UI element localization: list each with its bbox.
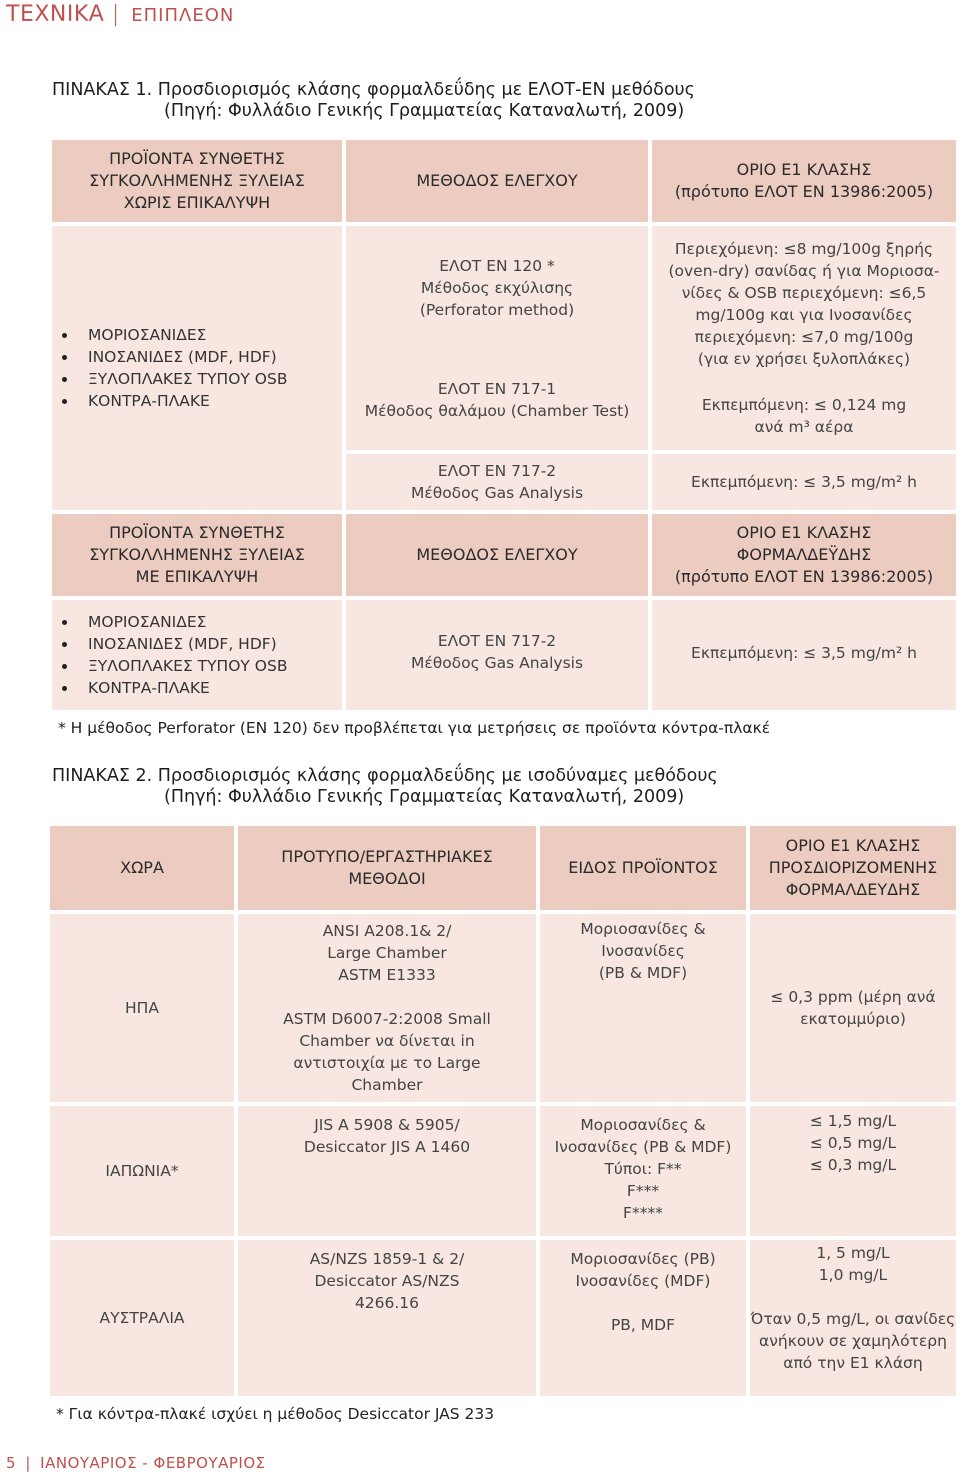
list-item: ΙΝΟΣΑΝΙΔΕΣ (MDF, HDF)	[56, 346, 287, 368]
t2-col-country: ΧΩΡΑ	[50, 826, 234, 910]
table2-title-line1	[52, 766, 718, 787]
t2-row3-limit: 1, 5 mg/L 1,0 mg/L Όταν 0,5 mg/L, οι σανίδες ανήκουν σε χαμηλότερη από την Ε1 κλάση	[750, 1240, 956, 1396]
list-item: ΞΥΛΟΠΛΑΚΕΣ ΤΥΠΟΥ OSB	[56, 368, 287, 390]
t2-col-limit: ΟΡΙΟ Ε1 ΚΛΑΣΗΣ ΠΡΟΣΔΙΟΡΙΖΟΜΕΝΗΣ ΦΟΡΜΑΛΔΕΥΔΗΣ	[750, 826, 956, 910]
list-item: ΞΥΛΟΠΛΑΚΕΣ ΤΥΠΟΥ OSB	[56, 655, 287, 677]
t2-row3-product: Μοριοσανίδες (PB) Ινοσανίδες (MDF) PB, MDF	[540, 1240, 746, 1396]
list-item: ΙΝΟΣΑΝΙΔΕΣ (MDF, HDF)	[56, 633, 287, 655]
t1-limit-cell-1	[652, 226, 956, 450]
section-header	[6, 2, 234, 27]
t1-method-chamber: ΕΛΟΤ ΕΝ 717-1 Μέθοδος θαλάμου (Chamber Test)	[364, 379, 630, 420]
table2-label: ΠΙΝΑΚΑΣ 2.	[52, 766, 153, 786]
t2-row3-method: AS/NZS 1859-1 & 2/ Desiccator AS/NZS 4266.16	[238, 1240, 536, 1396]
t1-head-method-2: ΜΕΘΟΔΟΣ ΕΛΕΓΧΟΥ	[346, 514, 648, 596]
table1-source: (Πηγή: Φυλλάδιο Γενικής Γραμματείας Καταναλωτή, 2009)	[164, 101, 685, 121]
t1-footnote: * Η μέθοδος Perforator (ΕΝ 120) δεν προβλέπεται για μετρήσεις σε προϊόντα κόντρα-πλακέ	[58, 719, 771, 737]
t1-products-list-2	[56, 611, 287, 699]
t1-method-gas: ΕΛΟΤ ΕΝ 717-2 Μέθοδος Gas Analysis	[346, 454, 648, 510]
brand-label: ΤΕΧΝΙΚΑ	[6, 2, 105, 27]
list-item: ΚΟΝΤΡΑ-ΠΛΑΚΕ	[56, 677, 287, 699]
t1-method-cell-1	[346, 226, 648, 450]
t2-row2-method: JIS A 5908 & 5905/ Desiccator JIS A 1460	[238, 1106, 536, 1236]
t1-head-limit: ΟΡΙΟ Ε1 ΚΛΑΣΗΣ (πρότυπο ΕΛΟΤ ΕΝ 13986:2005)	[652, 140, 956, 222]
t1-limit-gas: Εκπεμπόμενη: ≤ 3,5 mg/m² h	[652, 454, 956, 510]
t1-head-product-coated: ΠΡΟΪΟΝΤΑ ΣΥΝΘΕΤΗΣ ΣΥΓΚΟΛΛΗΜΕΝΗΣ ΞΥΛΕΙΑΣ ΜΕ ΕΠΙΚΑΛΥΨΗ	[52, 514, 342, 596]
t2-footnote: * Για κόντρα-πλακέ ισχύει η μέθοδος Desiccator JAS 233	[56, 1405, 495, 1423]
page-footer	[6, 1454, 266, 1472]
t2-row1-method: ANSI A208.1& 2/ Large Chamber ASTM E1333 ASTM D6007-2:2008 Small Chamber να δίνεται in αντιστοιχία με το Large Chamber	[238, 914, 536, 1102]
t2-row2-product: Μοριοσανίδες & Ινοσανίδες (PB & MDF) Τύποι: F** F*** F****	[540, 1106, 746, 1236]
t2-row1-country: ΗΠΑ	[50, 914, 234, 1102]
t2-col-product: ΕΙΔΟΣ ΠΡΟΪΟΝΤΟΣ	[540, 826, 746, 910]
table1-label: ΠΙΝΑΚΑΣ 1.	[52, 80, 153, 100]
list-item: ΜΟΡΙΟΣΑΝΙΔΕΣ	[56, 611, 287, 633]
t2-row1-product: Μοριοσανίδες & Ινοσανίδες (PB & MDF)	[540, 914, 746, 1102]
issue-label: ΙΑΝΟΥΑΡΙΟΣ - ΦΕΒΡΟΥΑΡΙΟΣ	[40, 1454, 266, 1472]
header-divider: |	[111, 2, 120, 27]
table1-title: Προσδιορισμός κλάσης φορμαλδεΰδης με ΕΛΟΤ-ΕΝ μεθόδους	[157, 80, 695, 100]
table2-source: (Πηγή: Φυλλάδιο Γενικής Γραμματείας Καταναλωτή, 2009)	[164, 787, 685, 807]
t1-head-product-uncoated: ΠΡΟΪΟΝΤΑ ΣΥΝΘΕΤΗΣ ΣΥΓΚΟΛΛΗΜΕΝΗΣ ΞΥΛΕΙΑΣ ΧΩΡΙΣ ΕΠΙΚΑΛΥΨΗ	[52, 140, 342, 222]
list-item: ΜΟΡΙΟΣΑΝΙΔΕΣ	[56, 324, 287, 346]
t2-row2-country: ΙΑΠΩΝΙΑ*	[50, 1106, 234, 1236]
table2-title: Προσδιορισμός κλάσης φορμαλδεΰδης με ισοδύναμες μεθόδους	[157, 766, 718, 786]
section-label: ΕΠΙΠΛΕΟΝ	[131, 5, 235, 26]
t2-row1-limit: ≤ 0,3 ppm (μέρη ανά εκατομμύριο)	[750, 914, 956, 1102]
t1-head-method: ΜΕΘΟΔΟΣ ΕΛΕΓΧΟΥ	[346, 140, 648, 222]
t1-method-perforator: ΕΛΟΤ ΕΝ 120 * Μέθοδος εκχύλισης (Perforator method)	[419, 256, 575, 319]
t1-method-gas-2: ΕΛΟΤ ΕΝ 717-2 Μέθοδος Gas Analysis	[346, 600, 648, 710]
t1-products-list	[56, 324, 287, 412]
t2-row3-country: ΑΥΣΤΡΑΛΙΑ	[50, 1240, 234, 1396]
t1-limit-content: Περιεχόμενη: ≤8 mg/100g ξηρής (oven-dry) σανίδας ή για Μοριοσα- νίδες & OSB περιεχόμενη: ≤6,5 mg/100g και για Ινοσανίδες περιεχόμενη: ≤7,0 mg/100g (για εν χρήσει ξυλοπλάκες)	[668, 240, 940, 368]
list-item: ΚΟΝΤΡΑ-ΠΛΑΚΕ	[56, 390, 287, 412]
page-number: 5	[6, 1454, 17, 1472]
footer-divider: |	[25, 1454, 31, 1472]
t2-col-method: ΠΡΟΤΥΠΟ/ΕΡΓΑΣΤΗΡΙΑΚΕΣ ΜΕΘΟΔΟΙ	[238, 826, 536, 910]
t1-head-limit-2: ΟΡΙΟ Ε1 ΚΛΑΣΗΣ ΦΟΡΜΑΛΔΕΫΔΗΣ (πρότυπο ΕΛΟΤ ΕΝ 13986:2005)	[652, 514, 956, 596]
t1-limit-gas-2: Εκπεμπόμενη: ≤ 3,5 mg/m² h	[652, 600, 956, 710]
t2-row2-limit: ≤ 1,5 mg/L ≤ 0,5 mg/L ≤ 0,3 mg/L	[750, 1106, 956, 1236]
t1-limit-emitted-air: Εκπεμπόμενη: ≤ 0,124 mg ανά m³ αέρα	[701, 396, 907, 436]
table1-title-line1	[52, 80, 695, 101]
